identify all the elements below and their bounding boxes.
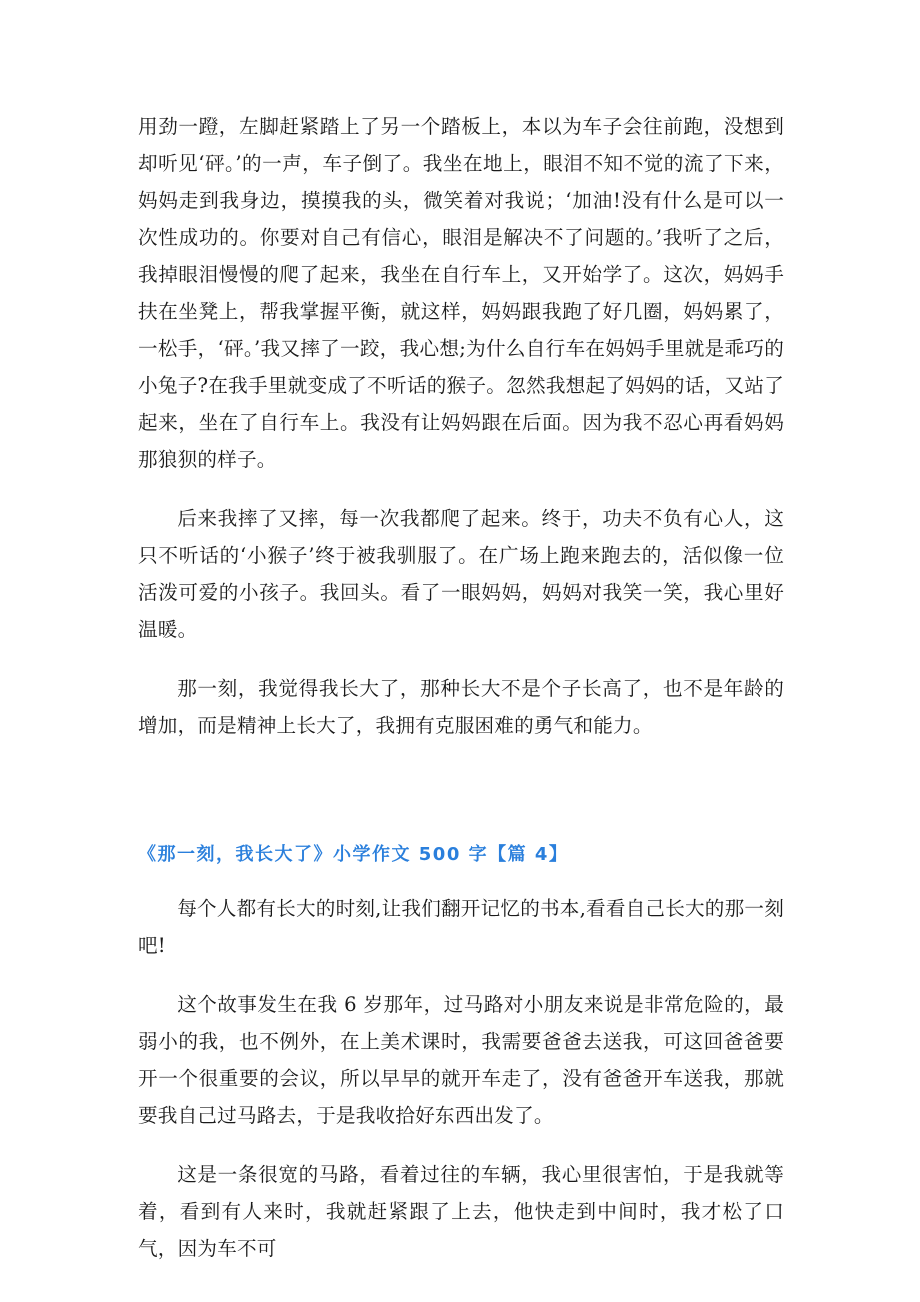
paragraph-3: 那一刻，我觉得我长大了，那种长大不是个子长高了，也不是年龄的增加，而是精神上长大了，我拥有克服困难的勇气和能力。 <box>138 677 784 737</box>
paragraph-1: 用劲一蹬，左脚赶紧踏上了另一个踏板上，本以为车子会往前跑，没想到却听见‘砰。’的一声，车子倒了。我坐在地上，眼泪不知不觉的流了下来，妈妈走到我身边，摸摸我的头，微笑着对我说；‘加油!没有什么是可以一次性成功的。你要对自己有信心，眼泪是解决不了问题的。’我听了之后，我掉眼泪慢慢的爬了起来，我坐在自行车上，又开始学了。这次，妈妈手扶在坐凳上，帮我掌握平衡，就这样，妈妈跟我跑了好几圈，妈妈累了，一松手，‘砰。’我又摔了一跤，我心想;为什么自行车在妈妈手里就是乖巧的小兔子?在我手里就变成了不听话的猴子。忽然我想起了妈妈的话，又站了起来，坐在了自行车上。我没有让妈妈跟在后面。因为我不忍心再看妈妈那狼狈的样子。 <box>138 115 784 471</box>
document-page <box>138 108 784 1267</box>
paragraph-5: 这个故事发生在我 6 岁那年，过马路对小朋友来说是非常危险的，最弱小的我，也不例外，在上美术课时，我需要爸爸去送我，可这回爸爸要开一个很重要的会议，所以早早的就开车走了，没有爸爸开车送我，那就要我自己过马路去，于是我收拾好东西出发了。 <box>138 993 784 1127</box>
section-spacer <box>138 744 784 840</box>
paragraph-6: 这是一条很宽的马路，看着过往的车辆，我心里很害怕，于是我就等着，看到有人来时，我就赶紧跟了上去，他快走到中间时，我才松了口气，因为车不可 <box>138 1163 784 1260</box>
paragraph-4: 每个人都有长大的时刻,让我们翻开记忆的书本,看看自己长大的那一刻吧! <box>138 897 784 957</box>
section-heading: 《那一刻，我长大了》小学作文 500 字【篇 4】 <box>138 844 569 865</box>
paragraph-2: 后来我摔了又摔，每一次我都爬了起来。终于，功夫不负有心人，这只不听话的‘小猴子’终于被我驯服了。在广场上跑来跑去的，活似像一位活泼可爱的小孩子。我回头。看了一眼妈妈，妈妈对我笑一笑，我心里好温暖。 <box>138 507 784 641</box>
